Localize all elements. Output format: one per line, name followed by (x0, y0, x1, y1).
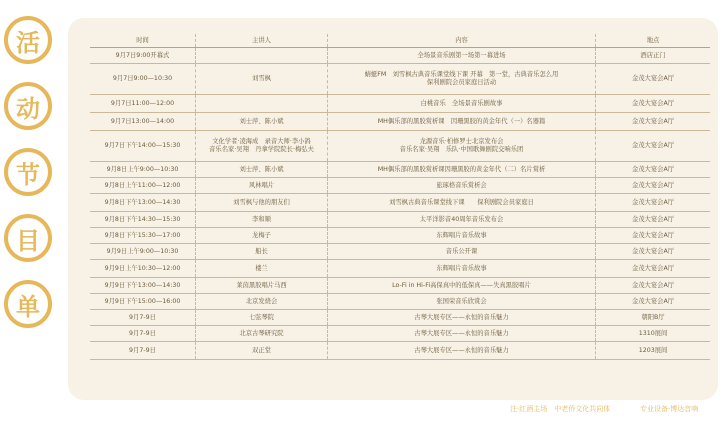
table-row (90, 228, 710, 244)
cell-location: 金茂大宴会A厅 (631, 181, 675, 189)
cell-location: 1203展间 (638, 346, 668, 354)
cell-content: 音乐公开课 (328, 244, 596, 259)
cell-location: 1310展间 (638, 329, 668, 337)
cell-speaker: 龙梅子 (196, 228, 328, 243)
table-row (90, 48, 710, 64)
cell-location: 金茂大宴会A厅 (631, 142, 675, 150)
cell-speaker: 船长 (196, 244, 328, 259)
cell-content: 张国荣音乐欣赏会 (328, 294, 596, 309)
cell-location: 金茂大宴会A厅 (631, 297, 675, 305)
table-row (90, 342, 710, 360)
title-char-1: 活 (4, 16, 52, 64)
cell-content: 全场景音乐剧第一场第一幕进场 (328, 48, 596, 63)
cell-speaker: 刘雪枫与他的朋友们 (196, 194, 328, 211)
cell-time: 9月8日上午9:00—10:30 (90, 162, 196, 177)
table-row (90, 178, 710, 194)
header-speaker: 主讲人 (196, 34, 328, 47)
cell-time: 9月9日下午13:00—14:30 (90, 278, 196, 293)
cell-time: 9月8日下午13:00—14:30 (90, 194, 196, 211)
cell-speaker: 莱茵黑胶唱片马西 (196, 278, 328, 293)
cell-content: MH偶乐部的黑胶赏析课 因珊黑胶的黄金年代（一）名器篇 (328, 113, 596, 130)
title-char-4: 目 (4, 214, 52, 262)
table-row (90, 113, 710, 131)
cell-speaker: 刘雪枫 (196, 64, 328, 94)
table-row (90, 212, 710, 228)
cell-content: MH偶乐部的黑胶赏析课因珊黑胶的黄金年代（二）名片赏析 (328, 162, 596, 177)
cell-location: 金茂大宴会A厅 (631, 264, 675, 272)
cell-speaker: 楼兰 (196, 260, 328, 277)
cell-location: 金茂大宴会A厅 (631, 247, 675, 255)
cell-time: 9月9日上午9:00—10:30 (90, 244, 196, 259)
cell-speaker: 文化学者·凌海成 录音大师·李小鸽 音乐名家·吴翔 丹拿学院院长·梅弘夫 (196, 131, 328, 161)
table-row (90, 260, 710, 278)
title-char-5: 单 (4, 280, 52, 328)
cell-time: 9月7日11:00—12:00 (90, 95, 196, 112)
table-row (90, 244, 710, 260)
cell-content: 古琴大展专区——永恒的音乐魅力 (328, 342, 596, 359)
cell-time: 9月7日下午14:00—15:30 (90, 131, 196, 161)
table-row (90, 278, 710, 294)
cell-speaker: 北京古琴研究院 (196, 326, 328, 341)
cell-location: 金茂大宴会A厅 (631, 215, 675, 223)
title-char-2: 动 (4, 82, 52, 130)
header-location: 地点 (646, 36, 660, 44)
cell-speaker (196, 48, 328, 63)
cell-content: Lo-Fi in Hi-Fi高保真中的低保真——失真黑胶唱片 (328, 278, 596, 293)
table-row (90, 310, 710, 326)
cell-location: 金茂大宴会A厅 (631, 99, 675, 107)
cell-time: 9月9日上午10:30—12:00 (90, 260, 196, 277)
cell-location: 金茂大宴会A厅 (631, 165, 675, 173)
table-header (90, 34, 710, 48)
cell-content: 龙源音乐·柏修罗士北京发布会 音乐名家·吴翔 乐队·中国歌舞剧院交响乐团 (328, 131, 596, 161)
cell-content: 旅琢格音乐赏析会 (328, 178, 596, 193)
cell-content: 古琴大展专区——永恒的音乐魅力 (328, 310, 596, 325)
cell-location: 朝阳B厅 (641, 313, 665, 321)
cell-content: 刘雪枫古典音乐课堂线下课 保利剧院会员家庭日 (328, 194, 596, 211)
footer-organizer: 注·红酒主场 中老侨文化共同体 (510, 405, 611, 413)
cell-location: 金茂大宴会A厅 (631, 198, 675, 206)
cell-speaker: 双正堂 (196, 342, 328, 359)
cell-time: 9月8日上午11:00—12:00 (90, 178, 196, 193)
table-row (90, 162, 710, 178)
cell-time: 9月7-9日 (90, 310, 196, 325)
table-row (90, 95, 710, 113)
table-row (90, 194, 710, 212)
cell-location: 金茂大宴会A厅 (631, 75, 675, 83)
cell-time: 9月7日9:00—10:30 (90, 64, 196, 94)
cell-speaker: 刘士萍、陈小斌 (196, 162, 328, 177)
cell-content: 东辉唱片音乐故事 (328, 228, 596, 243)
table-body (90, 48, 710, 360)
table-row (90, 294, 710, 310)
cell-speaker: 刘士萍、陈小斌 (196, 113, 328, 130)
cell-content: 东辉唱片音乐故事 (328, 260, 596, 277)
cell-speaker: 风林唱片 (196, 178, 328, 193)
cell-location: 金茂大宴会A厅 (631, 231, 675, 239)
cell-content: 古琴大展专区——永恒的音乐魅力 (328, 326, 596, 341)
cell-time: 9月9日下午15:00—16:00 (90, 294, 196, 309)
cell-time: 9月7日13:00—14:00 (90, 113, 196, 130)
cell-speaker: 七弦琴院 (196, 310, 328, 325)
title-char-3: 节 (4, 148, 52, 196)
cell-time: 9月8日下午15:30—17:00 (90, 228, 196, 243)
table-row (90, 64, 710, 95)
cell-speaker: 李和顺 (196, 212, 328, 227)
table-row (90, 131, 710, 162)
cell-content: 太平洋影音40周年音乐发布会 (328, 212, 596, 227)
cell-location: 金茂大宴会A厅 (631, 281, 675, 289)
cell-content: 白桃音乐 全场景音乐剧故事 (328, 95, 596, 112)
footer-sponsor: 专业设备·博达音响 (640, 405, 699, 413)
cell-location: 酒店正门 (640, 51, 666, 59)
cell-speaker: 北京发烧会 (196, 294, 328, 309)
header-time: 时间 (90, 34, 196, 47)
cell-content: 蜻蜓FM 刘雪枫古典音乐课堂线下课 开幕 第一堂，古典音乐怎么用 保利剧院会员家庭日活动 (328, 64, 596, 94)
cell-speaker (196, 95, 328, 112)
table-row (90, 326, 710, 342)
cell-location: 金茂大宴会A厅 (631, 117, 675, 125)
cell-time: 9月7-9日 (90, 342, 196, 359)
schedule-table (90, 34, 710, 360)
cell-time: 9月8日下午14:30—15:30 (90, 212, 196, 227)
cell-time: 9月7-9日 (90, 326, 196, 341)
header-content: 内容 (328, 34, 596, 47)
cell-time: 9月7日9:00开幕式 (90, 48, 196, 63)
